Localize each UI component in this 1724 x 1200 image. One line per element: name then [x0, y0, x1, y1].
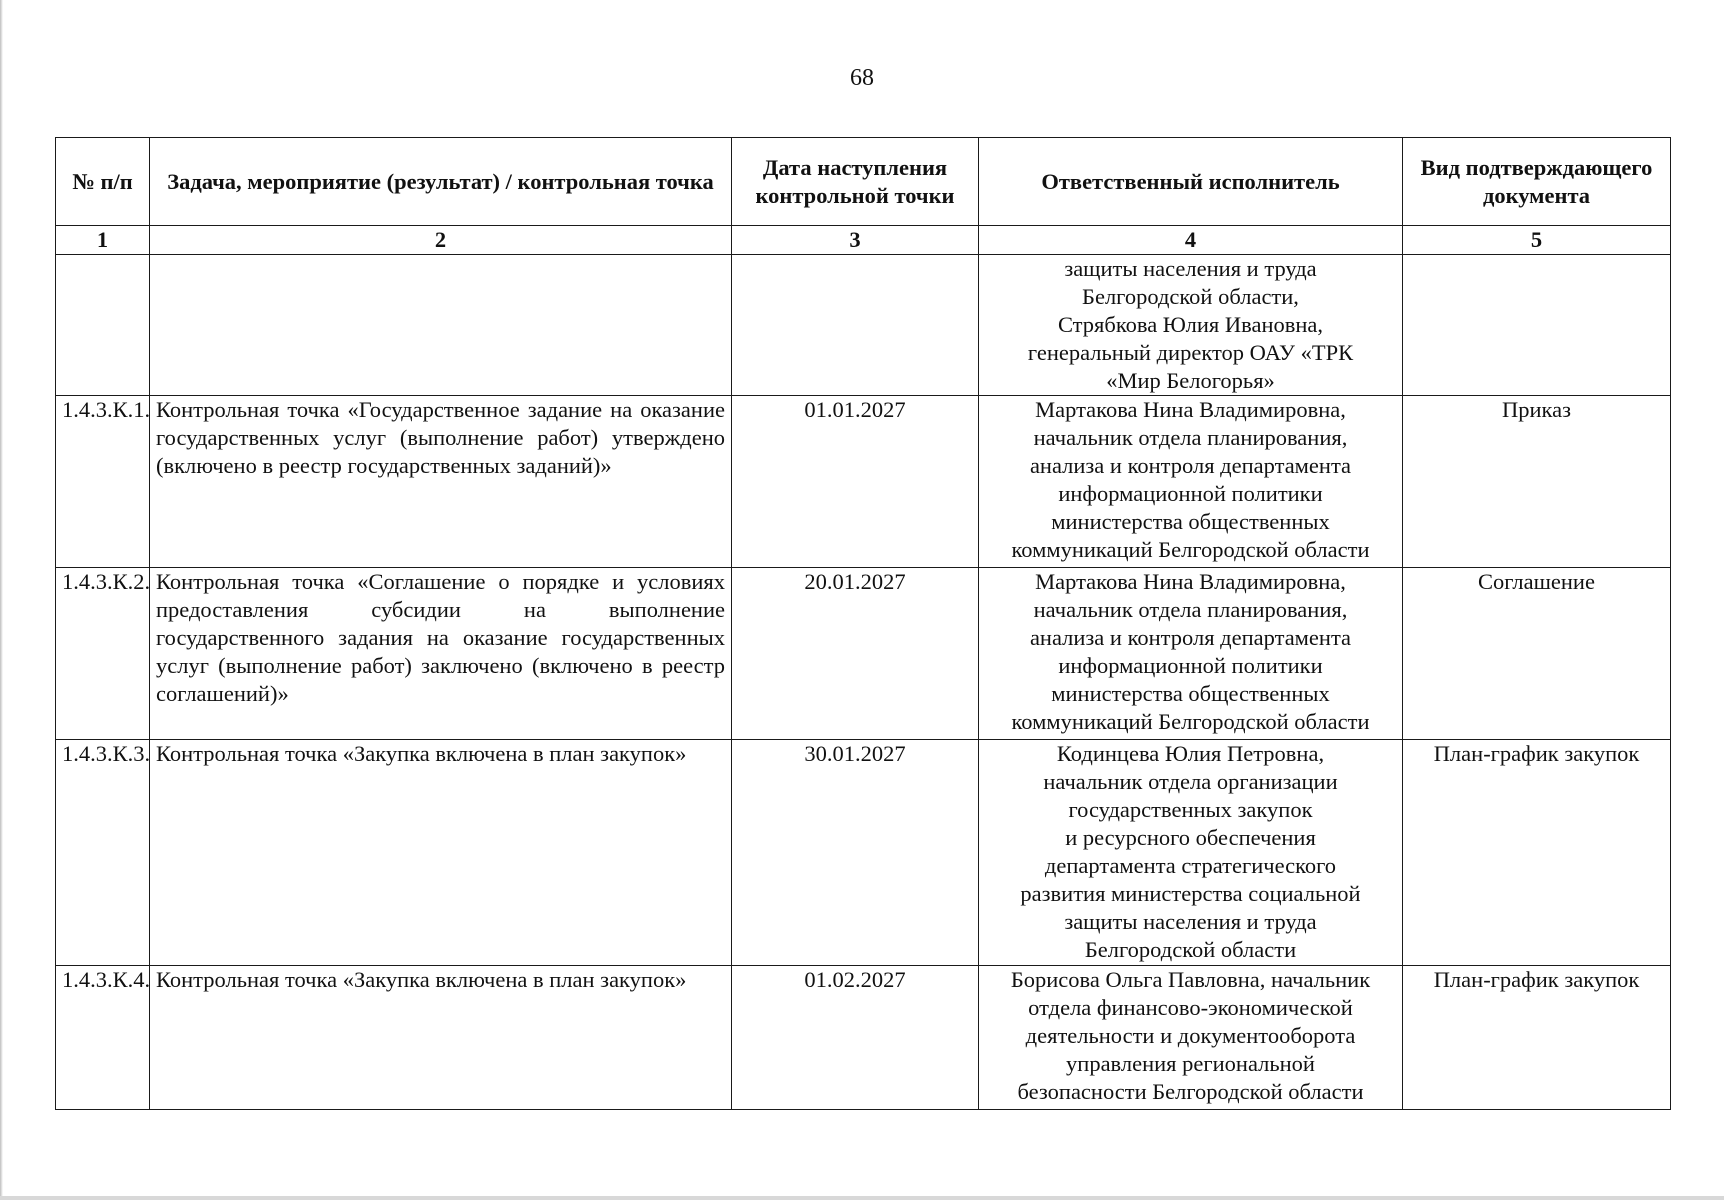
responsible-line: генеральный директор ОАУ «ТРК: [1027, 340, 1354, 365]
row-document: Соглашение: [1403, 568, 1671, 740]
row-date: 30.01.2027: [732, 740, 979, 966]
responsible-line: управления региональной: [1066, 1051, 1315, 1076]
row-task: Контрольная точка «Закупка включена в план закупок»: [150, 966, 732, 1110]
responsible-line: министерства общественных: [1051, 681, 1330, 706]
responsible-line: государственных закупок: [1068, 797, 1313, 822]
column-number-row: [56, 226, 1671, 255]
row-task: Контрольная точка «Соглашение о порядке и условиях предоставления субсидии на выполнение государственного задания на оказание государственных услуг (выполнение работ) заключено (включено в реестр соглашений)»: [150, 568, 732, 740]
column-number: 5: [1403, 226, 1671, 255]
responsible-line: безопасности Белгородской области: [1017, 1079, 1364, 1104]
responsible-line: департамента стратегического: [1044, 853, 1337, 878]
row-document: План-график закупок: [1403, 740, 1671, 966]
header-document: Вид подтверждающего документа: [1403, 138, 1671, 226]
responsible-line: защиты населения и труда: [1064, 256, 1317, 281]
row-number: 1.4.3.К.2.: [56, 568, 150, 740]
row-task: Контрольная точка «Государственное задание на оказание государственных услуг (выполнение работ) утверждено (включено в реестр государственных заданий)»: [150, 396, 732, 568]
responsible-line: Мартакова Нина Владимировна,: [1035, 569, 1346, 594]
row-date: 01.02.2027: [732, 966, 979, 1110]
responsible-line: начальник отдела планирования,: [1033, 425, 1348, 450]
header-num: № п/п: [56, 138, 150, 226]
row-responsible: [979, 966, 1403, 1110]
header-row: [56, 138, 1671, 226]
header-date: Дата наступления контрольной точки: [732, 138, 979, 226]
responsible-line: анализа и контроля департамента: [1029, 625, 1352, 650]
table-row: [56, 396, 1671, 568]
row-responsible: [979, 396, 1403, 568]
row-responsible: [979, 568, 1403, 740]
row-task: [150, 255, 732, 396]
responsible-line: и ресурсного обеспечения: [1065, 825, 1316, 850]
table-row: [56, 255, 1671, 396]
page-number: 68: [850, 65, 874, 91]
responsible-line: отдела финансово-экономической: [1028, 995, 1353, 1020]
row-number: 1.4.3.К.3.: [56, 740, 150, 966]
responsible-line: информационной политики: [1058, 481, 1323, 506]
table-row: [56, 568, 1671, 740]
column-number: 1: [56, 226, 150, 255]
table-row: [56, 966, 1671, 1110]
responsible-line: деятельности и документооборота: [1025, 1023, 1356, 1048]
row-document: План-график закупок: [1403, 966, 1671, 1110]
responsible-line: анализа и контроля департамента: [1029, 453, 1352, 478]
responsible-line: развития министерства социальной: [1020, 881, 1361, 906]
responsible-line: Кодинцева Юлия Петровна,: [1056, 741, 1325, 766]
responsible-line: Борисова Ольга Павловна, начальник: [1010, 967, 1371, 992]
row-number: 1.4.3.К.1.: [56, 396, 150, 568]
responsible-line: Белгородской области,: [1082, 284, 1299, 309]
responsible-line: информационной политики: [1058, 653, 1323, 678]
responsible-line: Белгородской области: [1084, 937, 1297, 962]
row-date: 01.01.2027: [732, 396, 979, 568]
column-number: 2: [150, 226, 732, 255]
responsible-line: министерства общественных: [1051, 509, 1330, 534]
row-date: 20.01.2027: [732, 568, 979, 740]
responsible-line: начальник отдела планирования,: [1033, 597, 1348, 622]
header-responsible: Ответственный исполнитель: [979, 138, 1403, 226]
table-row: [56, 740, 1671, 966]
column-number: 4: [979, 226, 1403, 255]
row-document: [1403, 255, 1671, 396]
responsible-line: «Мир Белогорья»: [1106, 368, 1275, 393]
row-number: 1.4.3.К.4.: [56, 966, 150, 1110]
row-responsible: [979, 740, 1403, 966]
responsible-line: коммуникаций Белгородской области: [1011, 709, 1370, 734]
responsible-line: Мартакова Нина Владимировна,: [1035, 397, 1346, 422]
responsible-line: начальник отдела организации: [1043, 769, 1338, 794]
header-task: Задача, мероприятие (результат) / контрольная точка: [150, 138, 732, 226]
responsible-line: Стрябкова Юлия Ивановна,: [1057, 312, 1324, 337]
scan-edge-bottom: [0, 1196, 1724, 1200]
row-date: [732, 255, 979, 396]
control-points-table: [55, 137, 1671, 1110]
column-number: 3: [732, 226, 979, 255]
responsible-line: защиты населения и труда: [1064, 909, 1317, 934]
row-number: [56, 255, 150, 396]
scan-edge: [0, 0, 3, 1200]
row-task: Контрольная точка «Закупка включена в план закупок»: [150, 740, 732, 966]
responsible-line: коммуникаций Белгородской области: [1011, 537, 1370, 562]
row-document: Приказ: [1403, 396, 1671, 568]
row-responsible: [979, 255, 1403, 396]
